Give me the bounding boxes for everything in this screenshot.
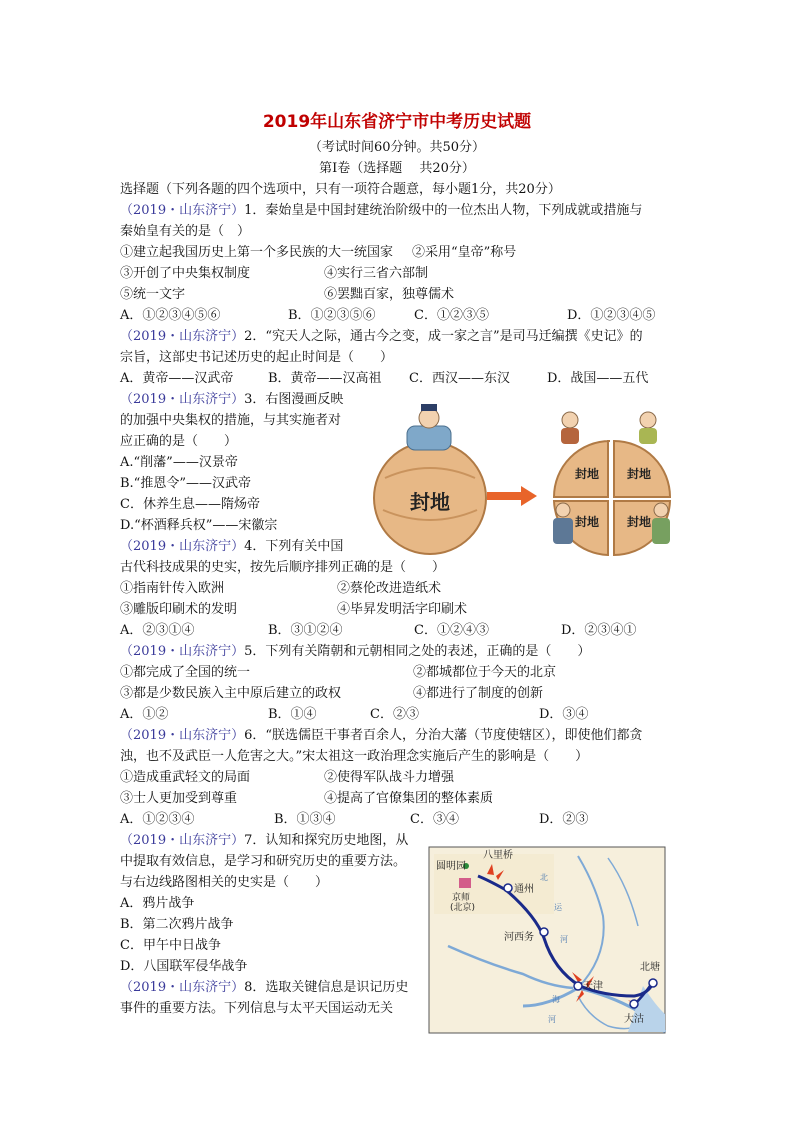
map-label: 京师 [452, 893, 471, 903]
capital-icon [459, 878, 471, 888]
question-text: 2．“究天人之际，通古今之变，成一家之言”是司马迁编撰《史记》的 [244, 329, 643, 344]
question-source: （2019・山东济宁） [120, 833, 245, 848]
city-marker [630, 1000, 638, 1008]
question-2-option: A．黄帝——汉武帝 [120, 371, 234, 386]
question-6-option: C．③④ [410, 812, 459, 827]
question-7-option: A．鸦片战争 [120, 896, 195, 911]
map-label: 河西务 [504, 932, 534, 943]
map-label: 通州 [514, 884, 534, 895]
question-2-option: C．西汉——东汉 [409, 371, 510, 386]
map-label: 海 [552, 995, 560, 1004]
question-3-option: C．休养生息——隋炀帝 [120, 497, 260, 512]
question-text: 7．认知和探究历史地图，从 [244, 833, 409, 848]
question-6-stem [120, 726, 643, 746]
question-2-option: B．黄帝——汉高祖 [268, 371, 382, 386]
question-1-option: A．①②③④⑤⑥ [120, 308, 221, 323]
question-3-stem-cont: 的加强中央集权的措施，与其实施者对 [120, 413, 342, 428]
question-1-stem-cont: 秦始皇有关的是（ ） [120, 224, 251, 239]
question-4-option: D．②③④① [561, 623, 637, 638]
map-label: 圆明园 [436, 861, 466, 872]
question-1-item: ③开创了中央集权制度 [120, 266, 251, 281]
map-label: 八里桥 [483, 850, 513, 861]
instructions: 选择题（下列各题的四个选项中，只有一项符合题意，每小题1分，共20分） [120, 182, 561, 197]
city-marker [540, 928, 548, 936]
question-source: （2019・山东济宁） [120, 539, 245, 554]
question-4-stem-cont: 古代科技成果的史实，按先后顺序排列正确的是（ ） [120, 560, 446, 575]
fief-label: 封地 [410, 490, 450, 514]
map-label: 北 [540, 873, 548, 882]
question-1-item: ①建立起我国历史上第一个多民族的大一统国家 [120, 245, 394, 260]
question-4-item: ①指南针传入欧洲 [120, 581, 225, 596]
question-2-option: D．战国——五代 [547, 371, 649, 386]
question-text: 8．选取关键信息是识记历史 [244, 980, 409, 995]
question-text: 1．秦始皇是中国封建统治阶级中的一位杰出人物，下列成就或措施与 [244, 203, 643, 218]
question-1-item: ⑤统一文字 [120, 287, 186, 302]
map-label: 天津 [583, 981, 603, 992]
question-3-stem-cont: 应正确的是（ ） [120, 434, 238, 449]
question-6-item: ①造成重武轻文的局面 [120, 770, 251, 785]
question-6-stem-cont: 浊，也不及武臣一人危害之大。”宋太祖这一政治理念实施后产生的影响是（ ） [120, 749, 589, 764]
map-label: 河 [560, 935, 568, 944]
map-label: (北京) [450, 903, 476, 913]
question-text: 5．下列有关隋朝和元朝相同之处的表述，正确的是（ ） [244, 644, 591, 659]
question-3-option: A.“削藩”——汉景帝 [120, 455, 238, 470]
section-heading: 第Ⅰ卷（选择题 共20分） [319, 161, 475, 176]
question-5-item: ④都进行了制度的创新 [413, 686, 544, 701]
question-1-option: D．①②③④⑤ [567, 308, 656, 323]
lord-figure-icon [407, 404, 451, 450]
fief-piece-label: 封地 [626, 467, 652, 481]
exam-meta: （考试时间60分钟。共50分） [308, 140, 486, 155]
question-4-item: ②蔡伦改进造纸术 [337, 581, 442, 596]
question-6-option: A．①②③④ [120, 812, 195, 827]
question-4-item: ③雕版印刷术的发明 [120, 602, 238, 617]
question-text: 6．“朕选儒臣干事者百余人，分治大藩（节度使辖区），即使他们都贪 [244, 728, 643, 743]
question-3-option: D.“杯酒释兵权”——宋徽宗 [120, 518, 278, 533]
question-text: 3．右图漫画反映 [244, 392, 344, 407]
question-8-stem-cont: 事件的重要方法。下列信息与太平天国运动无关 [120, 1001, 394, 1016]
question-4-option: C．①②④③ [414, 623, 489, 638]
fief-division-cartoon [365, 398, 675, 556]
question-5-item: ①都完成了全国的统一 [120, 665, 251, 680]
question-1-option: C．①②③⑤ [414, 308, 489, 323]
question-7-option: C．甲午中日战争 [120, 938, 221, 953]
question-source: （2019・山东济宁） [120, 644, 245, 659]
question-5-option: A．①② [120, 707, 169, 722]
question-1-option: B．①②③⑤⑥ [288, 308, 376, 323]
question-4-item: ④毕昇发明活字印刷术 [337, 602, 468, 617]
fief-piece-label: 封地 [626, 515, 652, 529]
question-6-option: B．①③④ [274, 812, 336, 827]
question-7-stem-cont: 与右边线路图相关的史实是（ ） [120, 875, 329, 890]
question-5-option: D．③④ [539, 707, 589, 722]
question-7-stem-cont: 中提取有效信息，是学习和研究历史的重要方法。 [120, 854, 407, 869]
question-2-stem [120, 327, 643, 347]
map-label: 河 [548, 1015, 556, 1024]
question-6-item: ④提高了官僚集团的整体素质 [324, 791, 494, 806]
question-5-item: ②都城都位于今天的北京 [413, 665, 557, 680]
question-1-item: ④实行三省六部制 [324, 266, 429, 281]
question-source: （2019・山东济宁） [120, 329, 245, 344]
question-2-stem-cont: 宗旨，这部史书记述历史的起止时间是（ ） [120, 350, 394, 365]
question-6-item: ②使得军队战斗力增强 [324, 770, 455, 785]
fief-piece-label: 封地 [574, 515, 600, 529]
question-6-item: ③士人更加受到尊重 [120, 791, 238, 806]
question-5-option: B．①④ [268, 707, 317, 722]
question-1-item: ②采用“皇帝”称号 [412, 245, 517, 260]
map-label: 大沽 [624, 1014, 644, 1025]
question-7-stem [120, 831, 408, 851]
question-source: （2019・山东济宁） [120, 980, 245, 995]
map-label: 北塘 [640, 962, 660, 973]
city-marker [649, 979, 657, 987]
question-1-item: ⑥罢黜百家，独尊儒术 [324, 287, 455, 302]
question-text: 4．下列有关中国 [244, 539, 344, 554]
fief-piece-label: 封地 [574, 467, 600, 481]
arrow-head-icon [521, 486, 537, 506]
question-7-option: D．八国联军侵华战争 [120, 959, 248, 974]
question-source: （2019・山东济宁） [120, 728, 245, 743]
question-1-stem [120, 201, 642, 221]
question-7-option: B．第二次鸦片战争 [120, 917, 234, 932]
question-5-stem [120, 642, 590, 662]
question-3-stem [120, 390, 343, 410]
question-5-item: ③都是少数民族入主中原后建立的政权 [120, 686, 342, 701]
route-map [428, 846, 666, 1034]
question-4-stem [120, 537, 343, 557]
question-6-option: D．②③ [539, 812, 589, 827]
question-5-option: C．②③ [370, 707, 419, 722]
page-title: 2019年山东省济宁市中考历史试题 [262, 112, 532, 132]
city-marker [504, 884, 512, 892]
question-source: （2019・山东济宁） [120, 203, 245, 218]
question-8-stem [120, 978, 408, 998]
question-4-option: A．②③①④ [120, 623, 195, 638]
map-label: 运 [554, 903, 562, 912]
question-4-option: B．③①②④ [268, 623, 343, 638]
question-source: （2019・山东济宁） [120, 392, 245, 407]
question-3-option: B.“推恩令”——汉武帝 [120, 476, 251, 491]
city-marker [574, 982, 582, 990]
